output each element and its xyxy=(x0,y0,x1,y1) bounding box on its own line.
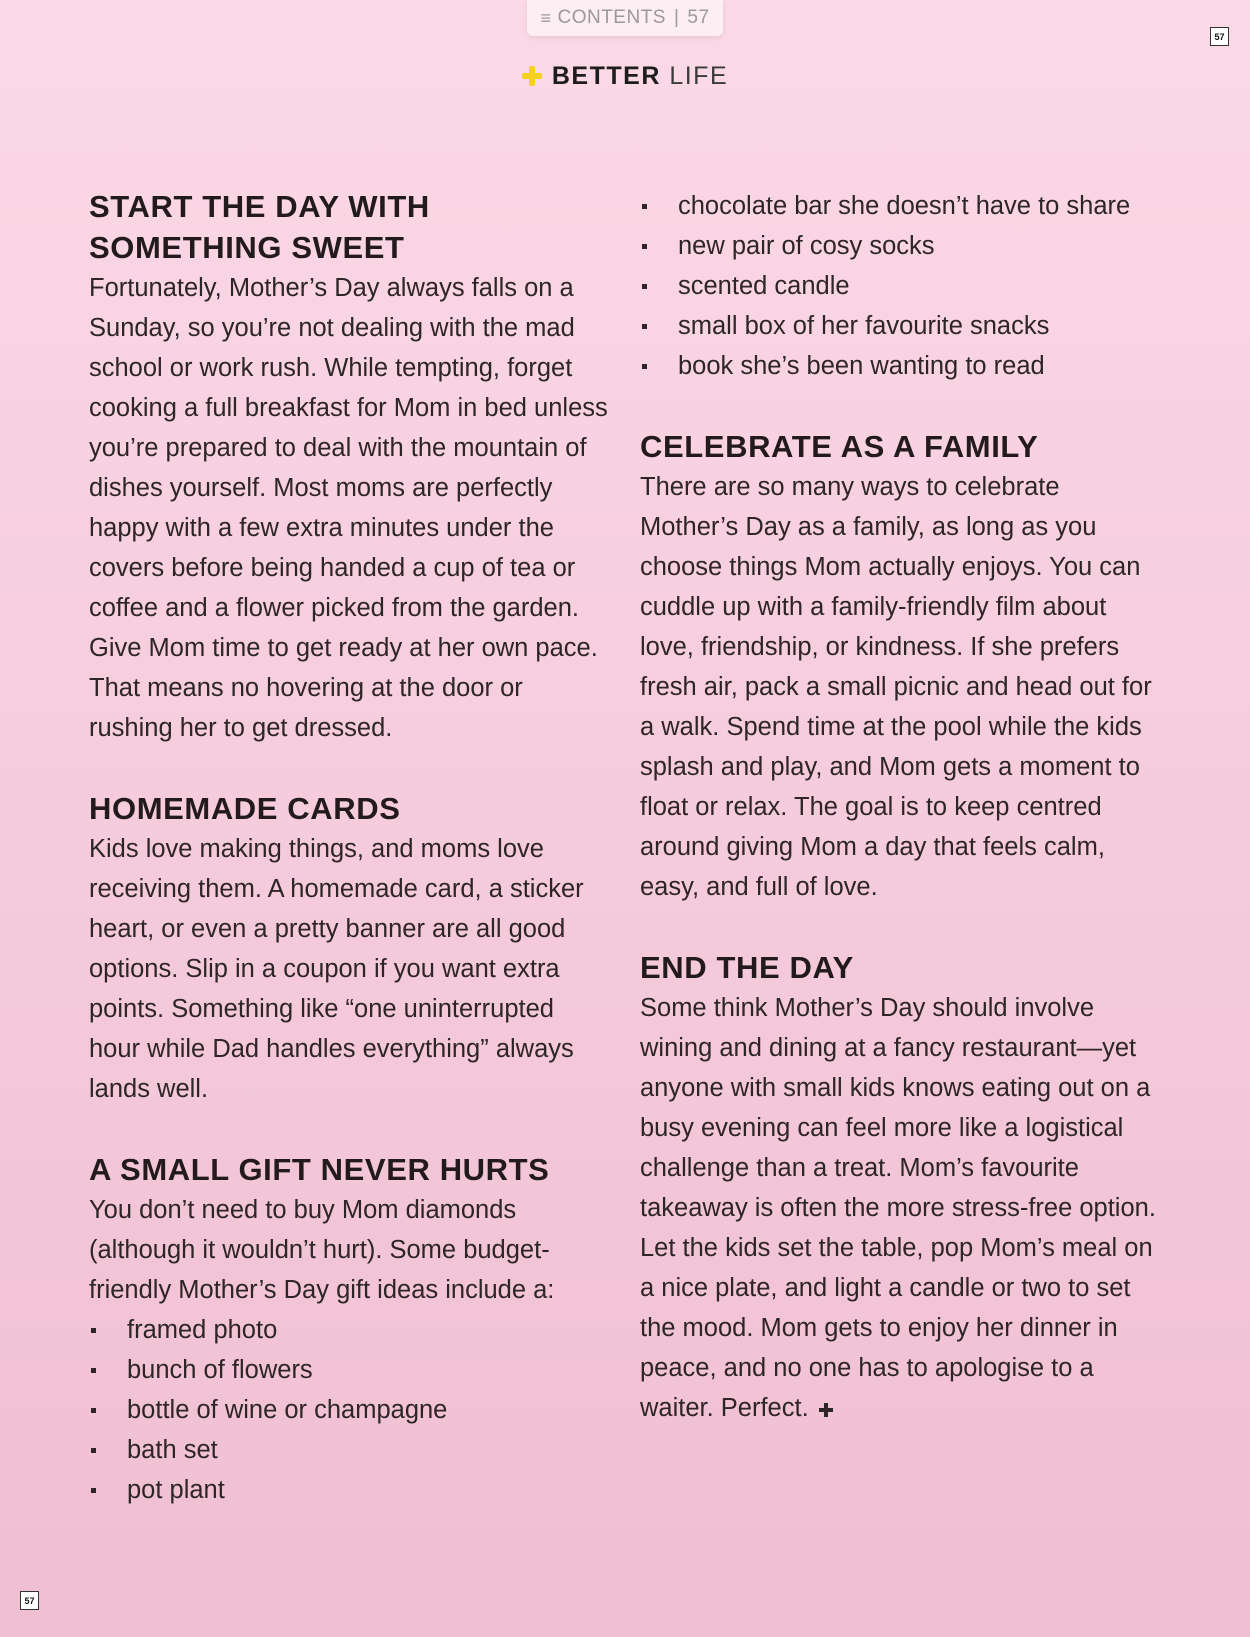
list-item: bath set xyxy=(89,1430,609,1470)
article-end-day xyxy=(640,947,1160,1428)
article-homemade-cards xyxy=(89,788,609,1109)
contents-button[interactable] xyxy=(527,0,723,36)
article-body: Some think Mother’s Day should involve wining and dining at a fancy restaurant—yet anyone with small kids knows eating out on a busy evening can feel more like a logistical challenge than a treat. Mom’s favourite takeaway is often the more stress-free option. Let the kids set the table, pop Mom’s meal on a nice plate, and light a candle or two to set the mood. Mom gets to enjoy her dinner in peace, and no one has to apologise to a waiter. Perfect. xyxy=(640,994,1156,1422)
list-item: framed photo xyxy=(89,1310,609,1350)
list-item: scented candle xyxy=(640,266,1160,306)
divider: | xyxy=(673,7,680,28)
end-mark-icon xyxy=(819,1403,833,1417)
list-item: small box of her favourite snacks xyxy=(640,306,1160,346)
article-body-wrap xyxy=(640,988,1160,1428)
list-item: new pair of cosy socks xyxy=(640,226,1160,266)
section-label-strong: BETTER xyxy=(551,62,661,90)
page-badge-top[interactable]: 57 xyxy=(1210,27,1229,46)
article-start-day xyxy=(89,186,609,748)
list-item: pot plant xyxy=(89,1470,609,1510)
left-column xyxy=(89,186,609,1550)
article-body: There are so many ways to celebrate Mother’s Day as a family, as long as you choose things Mom actually enjoys. You can cuddle up with a family-friendly film about love, friendship, or kindness. If she prefers fresh air, pack a small picnic and head out for a walk. Spend time at the pool while the kids splash and play, and Mom gets a moment to float or relax. The goal is to keep centred around giving Mom a day that feels calm, easy, and full of love. xyxy=(640,473,1152,901)
cross-icon xyxy=(522,66,542,86)
article-celebrate xyxy=(640,426,1160,907)
list-item: bunch of flowers xyxy=(89,1350,609,1390)
gift-list xyxy=(640,186,1160,386)
gift-list-continued xyxy=(640,186,1160,386)
contents-label: CONTENTS xyxy=(557,7,666,28)
article-body: You don’t need to buy Mom diamonds (although it wouldn’t hurt). Some budget-friendly Mother’s Day gift ideas include a: xyxy=(89,1196,555,1304)
article-body: Kids love making things, and moms love receiving them. A homemade card, a sticker heart, or even a pretty banner are all good options. Slip in a coupon if you want extra points. Something like “one uninterrupted hour while Dad handles everything” always lands well. xyxy=(89,835,584,1103)
article-body: Fortunately, Mother’s Day always falls on a Sunday, so you’re not dealing with the mad school or work rush. While tempting, forget cooking a full breakfast for Mom in bed unless you’re prepared to deal with the mountain of dishes yourself. Most moms are perfectly happy with a few extra minutes under the covers before being handed a cup of tea or coffee and a flower picked from the garden. Give Mom time to get ready at her own pace. That means no hovering at the door or rushing her to get dressed. xyxy=(89,274,608,742)
page-number: 57 xyxy=(687,7,710,28)
page-badge-bottom[interactable]: 57 xyxy=(20,1591,39,1610)
menu-icon: ≡ xyxy=(540,7,552,28)
list-item: chocolate bar she doesn’t have to share xyxy=(640,186,1160,226)
article-heading: HOMEMADE CARDS xyxy=(89,791,401,826)
article-heading: A SMALL GIFT NEVER HURTS xyxy=(89,1152,550,1187)
list-item: bottle of wine or champagne xyxy=(89,1390,609,1430)
article-heading: START THE DAY WITH SOMETHING SWEET xyxy=(89,189,430,265)
list-item: book she’s been wanting to read xyxy=(640,346,1160,386)
article-heading: CELEBRATE AS A FAMILY xyxy=(640,429,1039,464)
section-label xyxy=(0,62,1250,91)
article-small-gift xyxy=(89,1149,609,1510)
gift-list xyxy=(89,1310,609,1510)
right-column xyxy=(640,186,1160,1468)
section-label-light: LIFE xyxy=(669,62,729,90)
article-heading: END THE DAY xyxy=(640,950,854,985)
